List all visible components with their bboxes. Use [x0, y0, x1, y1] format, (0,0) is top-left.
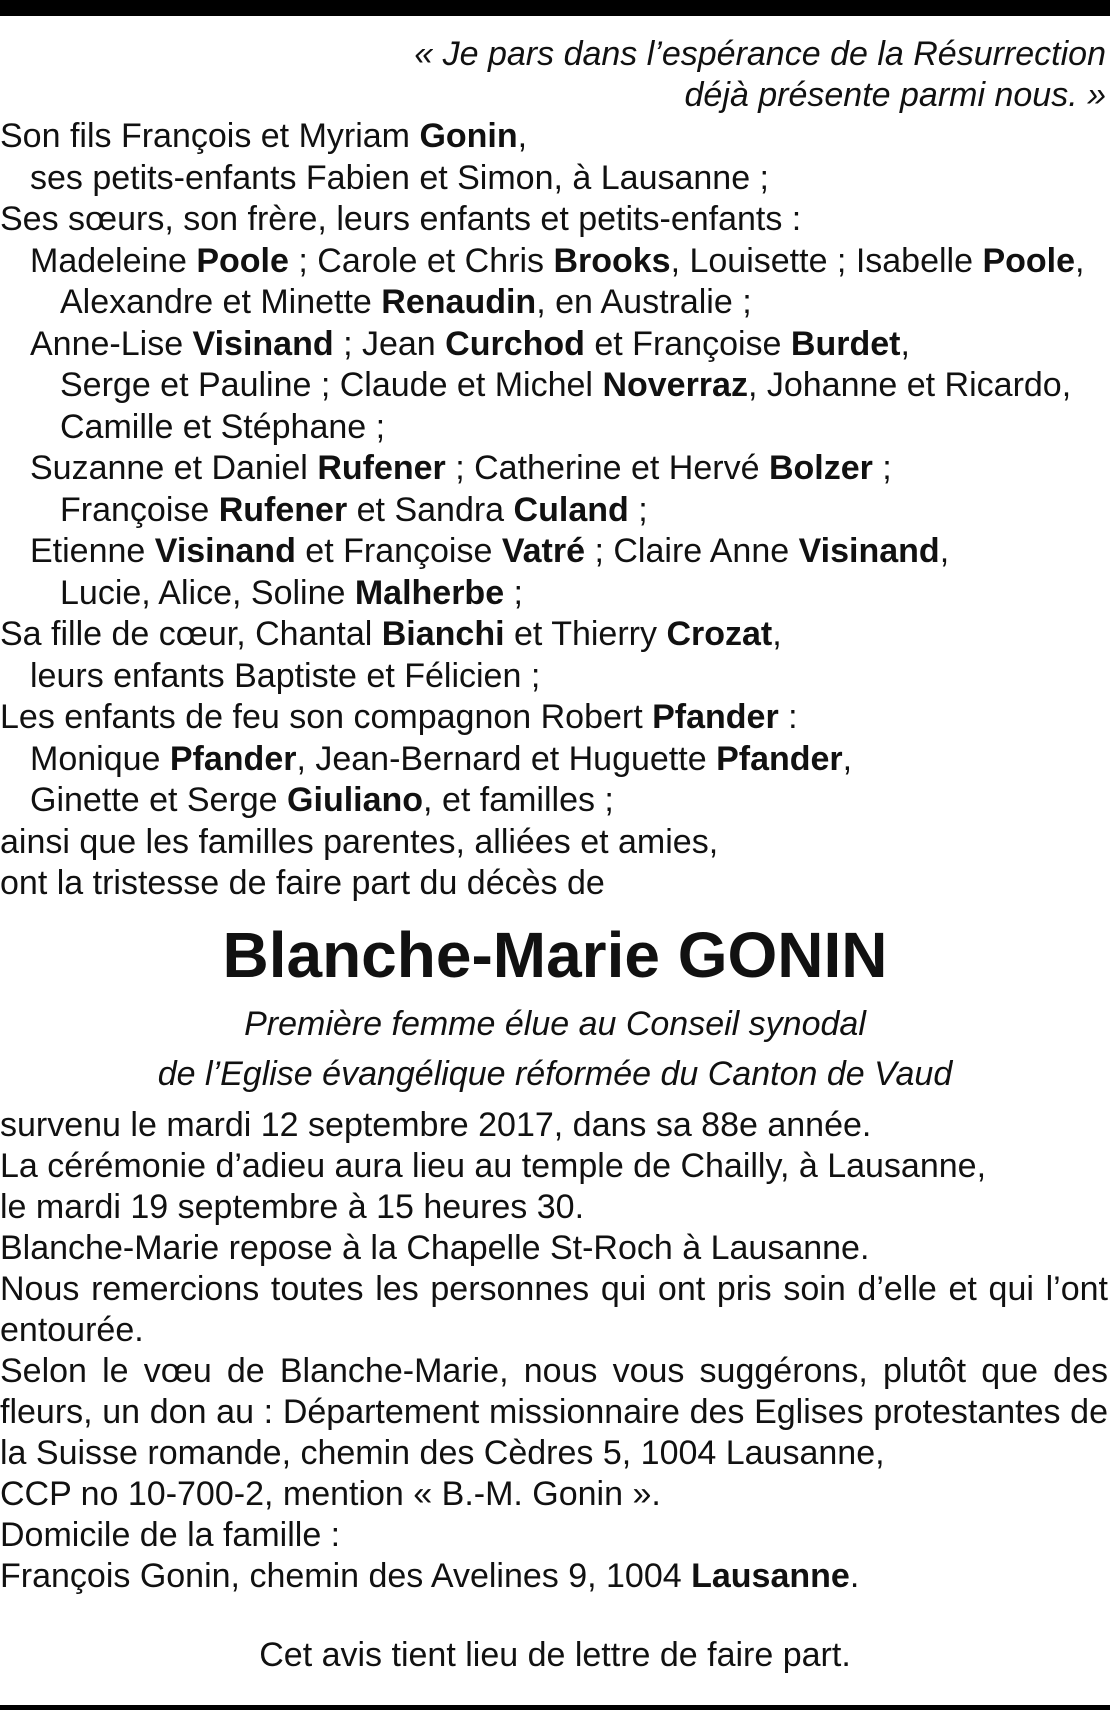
text: Madeleine — [30, 241, 197, 280]
subtitle-line: de l’Eglise évangélique réformée du Canton de Vaud — [157, 1054, 953, 1093]
family-line — [0, 324, 1110, 366]
text: Son fils François et Myriam — [0, 117, 420, 155]
details-paragraph: Nous remercions toutes les personnes qui ont pris soin d’elle et qui l’ont entourée. — [0, 1269, 1108, 1349]
family-line — [0, 697, 1110, 739]
details-paragraph: le mardi 19 septembre à 15 heures 30. — [0, 1187, 585, 1226]
family-line — [0, 739, 1110, 781]
family-line — [0, 780, 1110, 822]
epigraph-line: déjà présente parmi nous. » — [684, 76, 1106, 114]
surname: Pfander — [652, 698, 779, 736]
surname: Malherbe — [354, 573, 505, 612]
details-paragraph: Domicile de la famille : — [0, 1515, 341, 1554]
text: François Gonin, chemin des Avelines 9, 1004 — [0, 1556, 692, 1595]
surname: Visinand — [154, 532, 296, 570]
closing-note: Cet avis tient lieu de lettre de faire part. — [259, 1635, 851, 1674]
surname: Culand — [513, 490, 629, 529]
family-line — [0, 531, 1110, 573]
bottom-rule — [0, 1705, 1110, 1710]
surname: Poole — [196, 241, 289, 280]
text: Etienne — [30, 532, 155, 570]
surname: Curchod — [445, 324, 585, 363]
text: ; — [628, 490, 648, 529]
details-paragraph — [0, 1556, 1110, 1597]
subtitle-line: Première femme élue au Conseil synodal — [244, 1004, 866, 1043]
text: , — [517, 117, 528, 155]
text: : — [778, 698, 798, 736]
text: ; Carole et Chris — [288, 241, 554, 280]
text: , — [842, 739, 853, 778]
family-line — [0, 573, 1110, 615]
text: et Françoise — [584, 324, 791, 363]
details-paragraph: Selon le vœu de Blanche-Marie, nous vous suggérons, plutôt que des fleurs, un don au : Département missionnaire des Eglises protestantes de la Suisse romande, chemin des Cèdres 5, 1004 Lausanne, — [0, 1351, 1108, 1472]
text: , en Australie ; — [536, 283, 752, 321]
text: , Johanne et Ricardo, — [747, 366, 1072, 404]
family-line: leurs enfants Baptiste et Félicien ; — [30, 656, 541, 695]
text: ; Jean — [333, 324, 446, 363]
surname: Rufener — [218, 490, 348, 529]
text: et Thierry — [504, 615, 667, 653]
surname: Bianchi — [381, 615, 505, 653]
family-line — [0, 241, 1110, 283]
family-list — [0, 116, 1110, 905]
details-paragraph: survenu le mardi 12 septembre 2017, dans sa 88e année. — [0, 1105, 872, 1144]
text: Anne-Lise — [30, 324, 193, 363]
family-line: ainsi que les familles parentes, alliées et amies, — [0, 822, 719, 861]
details — [0, 1105, 1110, 1597]
text: Suzanne et Daniel — [30, 449, 318, 487]
text: Serge et Pauline ; Claude et Michel — [60, 366, 603, 404]
text: , et familles ; — [423, 781, 614, 819]
text: , Jean-Bernard et Huguette — [296, 739, 717, 778]
surname: Bolzer — [768, 449, 873, 487]
text: Sa fille de cœur, Chantal — [0, 615, 382, 653]
details-paragraph: Blanche-Marie repose à la Chapelle St-Roch à Lausanne. — [0, 1228, 870, 1267]
surname: Pfander — [716, 739, 843, 778]
text: , — [939, 532, 950, 570]
deceased-subtitle — [0, 999, 1110, 1099]
family-line — [0, 614, 1110, 656]
surname: Crozat — [666, 615, 773, 653]
surname: Brooks — [553, 241, 671, 280]
family-line — [0, 282, 1110, 324]
surname: Pfander — [169, 739, 297, 778]
surname: Vatré — [501, 532, 586, 570]
surname: Burdet — [790, 324, 901, 363]
top-rule — [0, 0, 1110, 16]
text: Ginette et Serge — [30, 781, 288, 819]
text: Monique — [30, 739, 170, 778]
family-line: Camille et Stéphane ; — [60, 407, 386, 446]
surname: Gonin — [419, 117, 518, 155]
text: . — [849, 1556, 860, 1595]
family-line: ses petits-enfants Fabien et Simon, à Lausanne ; — [30, 158, 770, 197]
obituary-notice — [0, 34, 1110, 1676]
text: ; — [504, 573, 524, 612]
family-line — [0, 490, 1110, 532]
text: Les enfants de feu son compagnon Robert — [0, 698, 653, 736]
epigraph — [0, 34, 1110, 116]
surname: Rufener — [317, 449, 446, 487]
deceased-name: Blanche-Marie GONIN — [222, 918, 888, 991]
surname: Poole — [982, 241, 1076, 280]
text: , — [900, 324, 910, 363]
text: ; — [872, 449, 892, 487]
family-line — [0, 448, 1110, 490]
city: Lausanne — [691, 1556, 850, 1595]
epigraph-line: « Je pars dans l’espérance de la Résurrection — [414, 35, 1106, 73]
surname: Noverraz — [602, 366, 748, 404]
family-line — [0, 365, 1110, 407]
text: , — [1075, 241, 1085, 280]
text: et Sandra — [347, 490, 514, 529]
text: et Françoise — [295, 532, 502, 570]
text: , — [772, 615, 782, 653]
details-paragraph: La cérémonie d’adieu aura lieu au temple de Chailly, à Lausanne, — [0, 1146, 987, 1185]
surname: Visinand — [798, 532, 940, 570]
family-line: Ses sœurs, son frère, leurs enfants et petits-enfants : — [0, 200, 802, 238]
details-paragraph: CCP no 10-700-2, mention « B.-M. Gonin ». — [0, 1474, 661, 1513]
text: Lucie, Alice, Soline — [60, 573, 355, 612]
text: Alexandre et Minette — [60, 283, 382, 321]
surname: Giuliano — [287, 781, 424, 819]
text: , Louisette ; Isabelle — [670, 241, 983, 280]
family-line: ont la tristesse de faire part du décès de — [0, 864, 605, 902]
family-line — [0, 116, 1110, 158]
text: ; Claire Anne — [585, 532, 799, 570]
text: Françoise — [60, 490, 219, 529]
text: ; Catherine et Hervé — [445, 449, 769, 487]
surname: Visinand — [192, 324, 334, 363]
surname: Renaudin — [381, 283, 537, 321]
